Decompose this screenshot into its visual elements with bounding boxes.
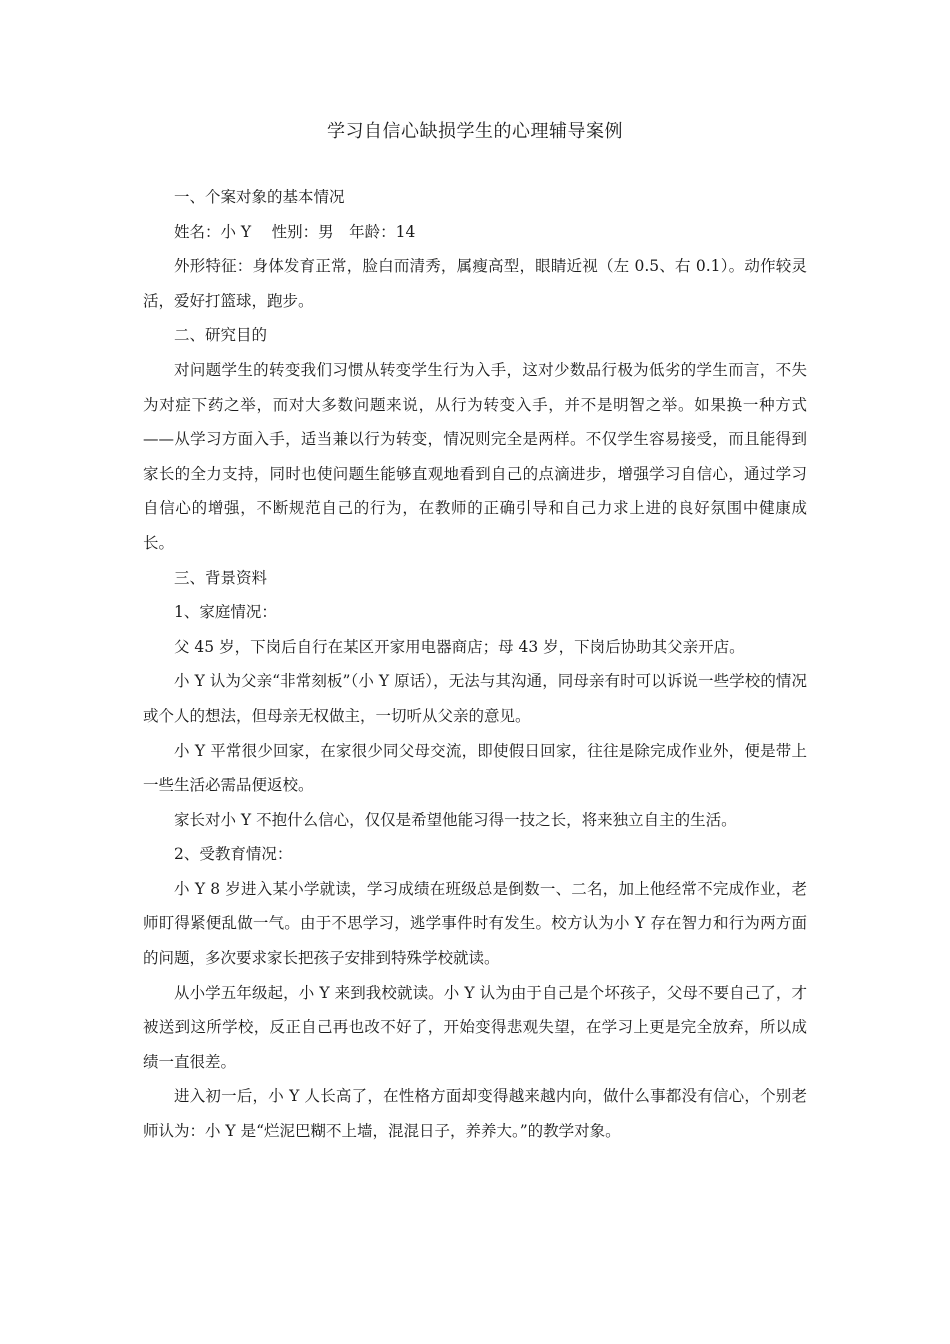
paragraph-parents: 父 45 岁，下岗后自行在某区开家用电器商店；母 43 岁，下岗后协助其父亲开店。 [174,637,745,656]
section-heading-background: 三、背景资料 [174,568,268,587]
paragraph-home-visits: 小 Y 平常很少回家，在家很少同父母交流，即使假日回家，往往是除完成作业外，便是带上一些生活必需品便返校。 [143,741,807,795]
section-heading-basic-info: 一、个案对象的基本情况 [174,188,345,206]
section-heading-research-purpose: 二、研究目的 [174,326,268,345]
paragraph-primary-school: 小 Y 8 岁进入某小学就读，学习成绩在班级总是倒数一、二名，加上他经常不完成作业，老师盯得紧便乱做一气。由于不思学习，逃学事件时有发生。校方认为小 Y 存在智力和行为两方面的问题，多次要求家长把孩子安排到特殊学校就读。 [143,879,807,968]
paragraph-father-relation: 小 Y 认为父亲“非常刻板”（小 Y 原话），无法与其沟通，同母亲有时可以诉说一些学校的情况或个人的想法，但母亲无权做主，一切听从父亲的意见。 [143,672,807,725]
paragraph-junior-high: 进入初一后，小 Y 人长高了，在性格方面却变得越来越内向，做什么事都没有信心，个别老师认为：小 Y 是“烂泥巴糊不上墙，混混日子，养养大。”的教学对象。 [143,1087,807,1141]
paragraph-appearance: 外形特征：身体发育正常，脸白而清秀，属瘦高型，眼睛近视（左 0.5、右 0.1）。动作较灵活，爱好打篮球，跑步。 [143,257,807,310]
paragraph-name-gender-age: 姓名：小 Y 性别：男 年龄：14 [174,222,416,241]
subheading-education: 2、受教育情况： [174,845,293,864]
paragraph-research-purpose: 对问题学生的转变我们习惯从转变学生行为入手，这对少数品行极为低劣的学生而言，不失为对症下药之举，而对大多数问题来说，从行为转变入手，并不是明智之举。如果换一种方式——从学习方面入手，适当兼以行为转变，情况则完全是两样。不仅学生容易接受，而且能得到家长的全力支持，同时也使问题生能够直观地看到自己的点滴进步，增强学习自信心，通过学习自信心的增强，不断规范自己的行为，在教师的正确引导和自己力求上进的良好氛围中健康成长。 [143,360,807,552]
document-body [143,180,807,1149]
paragraph-parent-expectations: 家长对小 Y 不抱什么信心，仅仅是希望他能习得一技之长，将来独立自主的生活。 [174,810,737,829]
document-title: 学习自信心缺损学生的心理辅导案例 [327,121,623,142]
subheading-family: 1、家庭情况： [174,603,277,622]
paragraph-grade-five: 从小学五年级起，小 Y 来到我校就读。小 Y 认为由于自己是个坏孩子，父母不要自己了，才被送到这所学校，反正自己再也改不好了，开始变得悲观失望，在学习上更是完全放弃，所以成绩一直很差。 [143,983,807,1071]
